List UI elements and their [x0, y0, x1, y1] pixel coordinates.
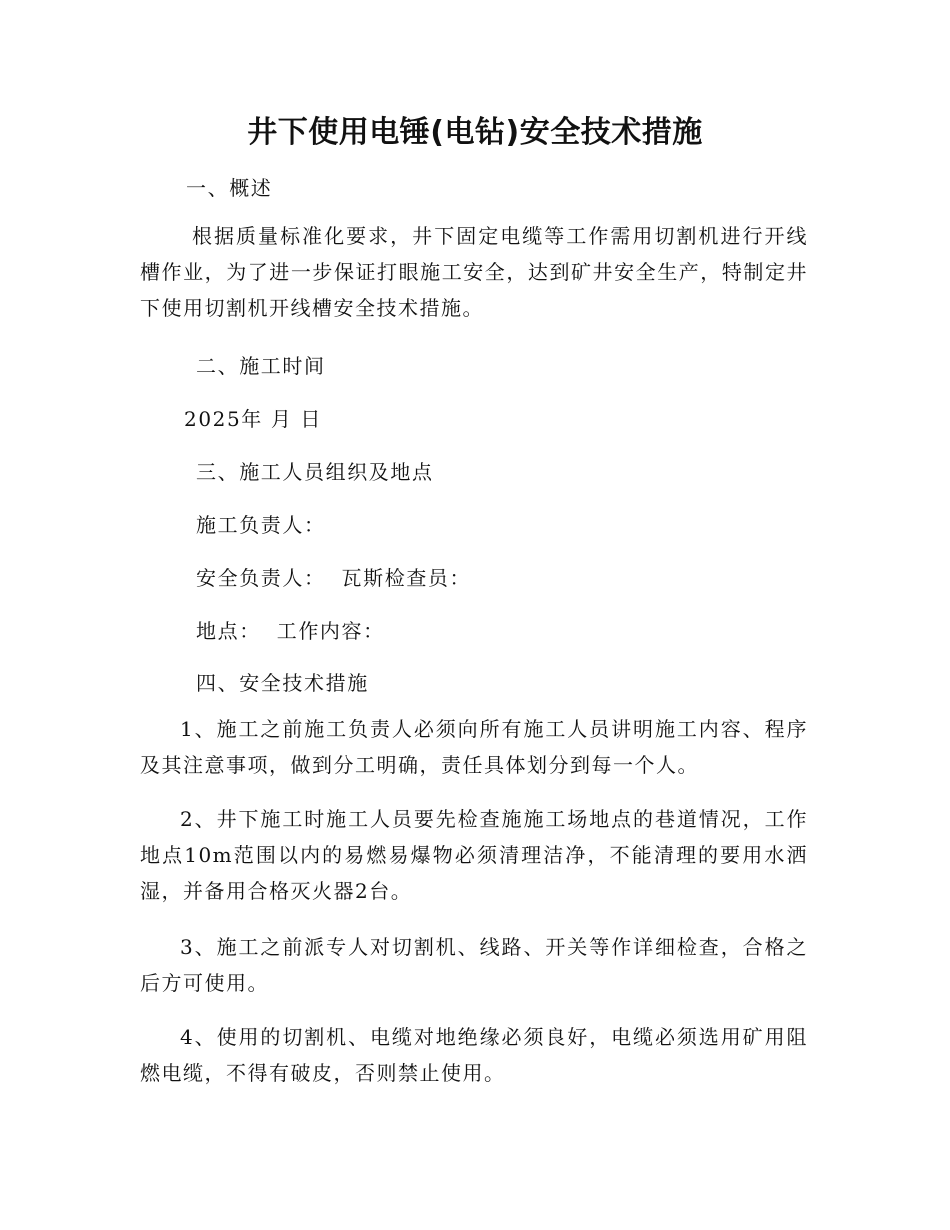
section-heading-overview: 一、概述: [186, 176, 273, 200]
location-field: 地点： 工作内容：: [196, 619, 385, 643]
measure-item: 3、施工之前派专人对切割机、线路、开关等作详细检查，合格之后方可使用。: [140, 935, 808, 995]
measure-item: 1、施工之前施工负责人必须向所有施工人员讲明施工内容、程序及其注意事项，做到分工明确，责任具体划分到每一个人。: [140, 717, 808, 777]
document-title: 井下使用电锤(电钻)安全技术措施: [247, 115, 703, 150]
section-heading-schedule: 二、施工时间: [196, 354, 326, 378]
construction-leader-field: 施工负责人：: [196, 513, 326, 537]
section-heading-personnel: 三、施工人员组织及地点: [196, 460, 434, 484]
section-heading-measures: 四、安全技术措施: [196, 671, 369, 695]
overview-paragraph: 根据质量标准化要求，井下固定电缆等工作需用切割机进行开线槽作业，为了进一步保证打眼施工安全，达到矿井安全生产，特制定井下使用切割机开线槽安全技术措施。: [140, 224, 808, 320]
measure-item: 4、使用的切割机、电缆对地绝缘必须良好，电缆必须选用矿用阻燃电缆，不得有破皮，否则禁止使用。: [140, 1025, 808, 1085]
safety-leader-field: 安全负责人： 瓦斯检查员：: [196, 566, 472, 590]
schedule-date: 2025年 月 日: [184, 407, 323, 431]
measure-item: 2、井下施工时施工人员要先检查施施工场地点的巷道情况，工作地点10m范围以内的易燃易爆物必须清理洁净，不能清理的要用水洒湿，并备用合格灭火器2台。: [140, 807, 808, 903]
